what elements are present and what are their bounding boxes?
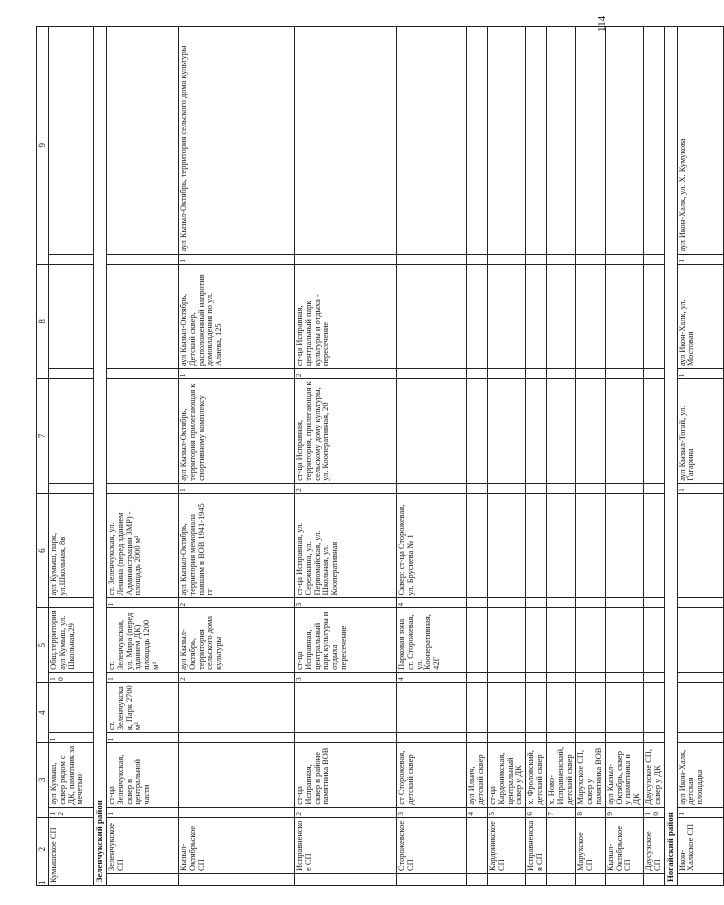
cell: ст. Зеленчукская, ул. Ленина (перед зданием Администрации ЗМР) - площадь 2000 м²	[107, 493, 179, 598]
table-row	[107, 27, 179, 886]
item-number: 5	[488, 807, 526, 817]
cell: ст-ца Исправная, ул. Сережкина, ул. Первомайская, ул. Школьная, ул. Кооперативная	[295, 493, 397, 598]
item-number: 1	[107, 807, 179, 817]
col-header-5: 5	[37, 608, 49, 682]
col-header-2: 1 2	[37, 817, 49, 885]
header-row	[37, 27, 49, 886]
item-number: 10	[644, 807, 665, 817]
cell: Парковая зона ст. Сторожевая, ул. Кооперативная, 42Г	[397, 608, 467, 672]
rotated-table-container	[36, 26, 705, 886]
page-number: 114	[596, 15, 608, 32]
district-row	[94, 27, 107, 886]
cell: аул Кызыл-Октябрь, территория сельского дома культуры	[179, 608, 295, 672]
item-number: 12	[49, 807, 94, 817]
item-number: 2	[179, 598, 295, 608]
cell: аул Кызыл-Октябрь, Детский сквер, расположенный напротив домовладения по ул. Алиева, 125	[179, 264, 295, 369]
table-row	[605, 27, 643, 886]
item-number: 4	[397, 598, 467, 608]
item-number	[49, 598, 94, 608]
cell: аул Икон-Халк, детская площадка	[677, 743, 723, 807]
item-number: 6	[526, 807, 547, 817]
settlement-name: Кызыл-Октябрьское СП	[179, 817, 295, 873]
item-number: 10	[49, 672, 94, 682]
item-number: 1	[107, 672, 179, 682]
item-number: 9	[605, 807, 643, 817]
col-header-9: 9	[37, 27, 49, 265]
cell: аул Кызыл-Октябрь, территория прилегающая к спортивному комплексу	[179, 379, 295, 484]
cell: ст. Зеленчукская, Парк 2700 м²	[107, 682, 179, 732]
item-number: 1	[49, 733, 94, 743]
item-number: 1	[677, 254, 723, 264]
table-row	[397, 27, 467, 886]
cell: ст-ца Кардоникская, центральный сквер у ДК	[488, 743, 526, 807]
item-number: 1	[107, 598, 179, 608]
district-heading: Ногайский район	[664, 27, 677, 886]
cell: ст-ца Исправная, территория, прилегающая к сельскому дому культуры, ул. Кооперативная, 20	[295, 379, 397, 484]
item-number: 2	[295, 483, 397, 493]
table-row	[295, 27, 397, 886]
table-row	[488, 27, 526, 886]
item-number: 1	[179, 254, 295, 264]
cell: х. Фроловский, детский сквер	[526, 743, 547, 807]
settlement-name: Сторожевское СП	[397, 817, 467, 873]
table-row	[467, 27, 488, 886]
item-number: 2	[179, 672, 295, 682]
settlement-name: Кардоникское СП	[488, 817, 526, 873]
cell: Марухское СП, сквер у памятника ВОВ	[576, 743, 605, 807]
cell: аул Икон-Халк, ул. Мостовая	[677, 264, 723, 369]
cell: аул Ильич, детский сквер	[467, 743, 488, 807]
item-number: 4	[467, 807, 488, 817]
item-number: 1	[179, 369, 295, 379]
settlement-name: Исправненское СП	[295, 817, 397, 873]
table-row	[644, 27, 665, 886]
district-heading: Зеленчукский район	[94, 27, 107, 886]
item-number: 1	[179, 483, 295, 493]
district-row	[664, 27, 677, 886]
col-header-7: 7	[37, 379, 49, 494]
cell: аул Кызыл-Тогай, ул. Гагарина	[677, 379, 723, 484]
cell: ст-ца Исправная, центральный парк культуры и отдыха пересечение	[295, 608, 397, 672]
item-number: 4	[397, 672, 467, 682]
cell: аул Кумыш, сквер рядом с ДК, памятник за мечетью	[49, 743, 94, 807]
table-row	[677, 27, 723, 886]
cell: аул Кызыл-Октябрь, территория мемориала павшим в ВОВ 1941-1945 гг	[179, 493, 295, 598]
item-number: 3	[397, 807, 467, 817]
table-row	[526, 27, 547, 886]
col-header-3: 3	[37, 743, 49, 817]
item-number: 1	[677, 369, 723, 379]
table-row	[576, 27, 605, 886]
item-number: 2	[295, 369, 397, 379]
cell: х. Ново-Исправненский, детский сквер	[546, 743, 575, 807]
settlement-name: Марухское СП	[576, 817, 605, 873]
col-header-6: 6	[37, 493, 49, 608]
cell: аул Икон-Халк, ул. Х. Кумукова	[677, 27, 723, 255]
item-number: 3	[295, 672, 397, 682]
item-number: 1	[677, 807, 723, 817]
cell: Даусузское СП, сквер у ДК	[644, 743, 665, 807]
cell: аул Кызыл-Октябрь, сквер у памятника и ДК	[605, 743, 643, 807]
table-row	[179, 27, 295, 886]
col-header-4: 4	[37, 682, 49, 742]
settlement-name: Кумышское СП	[49, 817, 94, 885]
item-number: 7	[546, 807, 575, 817]
cell: Сквер: ст-ца Сторожевая, ул. Брусиева № 1	[397, 493, 467, 598]
cell: ст-ца Зеленчукская, сквер в центральной части	[107, 743, 179, 807]
table-row	[546, 27, 575, 886]
settlement-name: Икон-Халкское СП	[677, 817, 723, 873]
item-number: 1	[107, 733, 179, 743]
settlement-name: Зеленчукское СП	[107, 817, 179, 873]
cell: Общ.территория аул Кумыш, ул. Школьная,29	[49, 608, 94, 672]
item-number: 3	[295, 598, 397, 608]
cell: аул Кумыш, парк, ул.Школьная, 8в	[49, 493, 94, 598]
cell: ст. Зеленчукская, ул. Мира (перед зданием ДК) площадь 1200 м²	[107, 608, 179, 672]
item-number: 1	[677, 483, 723, 493]
item-number: 8	[576, 807, 605, 817]
table-row	[49, 27, 94, 886]
cell: ст-ца Исправная, центральный парк культуры и отдыха - пересечение	[295, 264, 397, 369]
cell: аул Кызыл-Октябрь, территория сельского дома культуры	[179, 27, 295, 255]
cell: ст Сторожевая, детский сквер	[397, 743, 467, 807]
col-header-8: 8	[37, 264, 49, 379]
settlement-name: Даусузское СП	[644, 817, 665, 873]
cell	[49, 682, 94, 732]
cell: ст-ца Исправная, сквер в районе памятника ВОВ	[295, 743, 397, 807]
settlement-name: Кызыл-Октябрьское СП	[605, 817, 643, 873]
item-number: 2	[295, 807, 397, 817]
settlement-name: Исправненская СП	[526, 817, 547, 873]
registry-table	[36, 26, 724, 886]
